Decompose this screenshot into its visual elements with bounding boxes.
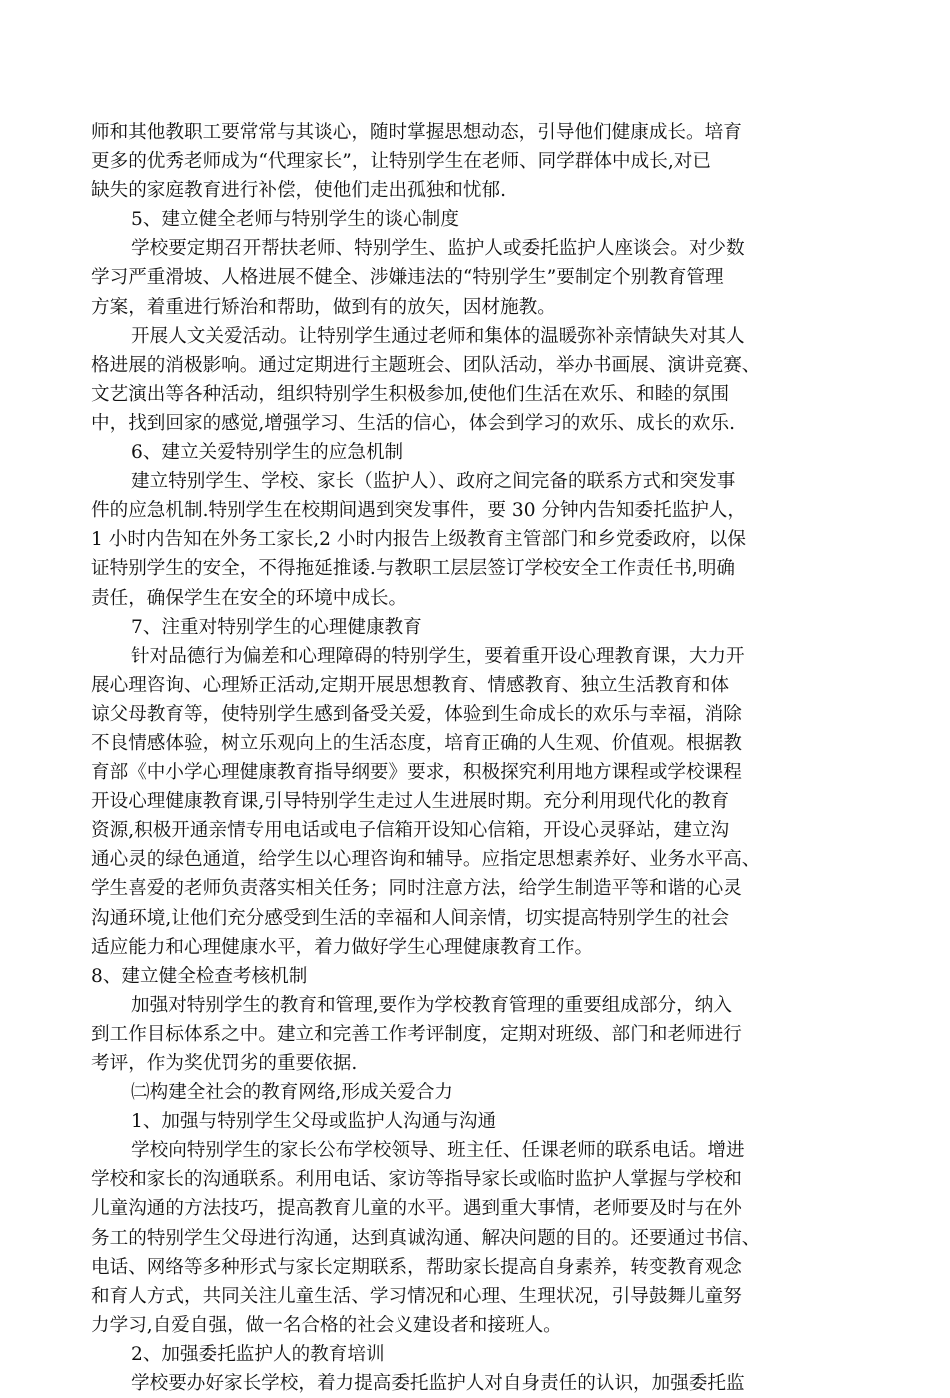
text-line: 儿童沟通的方法技巧，提高教育儿童的水平。遇到重大事情，老师要及时与在外 <box>91 1198 742 1220</box>
text-line: 学习严重滑坡、人格进展不健全、涉嫌违法的“特别学生”要制定个别教育管理 <box>91 267 724 289</box>
text-line: 育部《中小学心理健康教育指导纲要》要求，积极探究利用地方课程或学校课程 <box>91 762 742 784</box>
text-line: 件的应急机制.特别学生在校期间遇到突发事件，要 30 分钟内告知委托监护人， <box>91 500 746 522</box>
text-line: 资源,积极开通亲情专用电话或电子信箱开设知心信箱，开设心灵驿站，建立沟 <box>91 820 730 842</box>
text-line: 加强对特别学生的教育和管理,要作为学校教育管理的重要组成部分，纳入 <box>131 994 732 1016</box>
text-line: 到工作目标体系之中。建立和完善工作考评制度，定期对班级、部门和老师进行 <box>91 1023 742 1045</box>
section-heading: 1、加强与特别学生父母或监护人沟通与沟通 <box>131 1111 497 1133</box>
text-line: 证特别学生的安全，不得拖延推诿.与教职工层层签订学校安全工作责任书,明确 <box>91 558 736 580</box>
text-line: 学校要定期召开帮扶老师、特别学生、监护人或委托监护人座谈会。对少数 <box>131 238 745 260</box>
section-heading: 6、建立关爱特别学生的应急机制 <box>131 442 404 464</box>
text-line: 方案，着重进行矫治和帮助，做到有的放矢，因材施教。 <box>91 296 556 318</box>
text-line: 缺失的家庭教育进行补偿，使他们走出孤独和忧郁. <box>91 180 506 202</box>
document-body <box>91 118 881 1398</box>
text-line: 力学习,自爱自强，做一名合格的社会义建设者和接班人。 <box>91 1314 562 1336</box>
text-line: 电话、网络等多种形式与家长定期联系，帮助家长提高自身素养，转变教育观念 <box>91 1256 742 1278</box>
text-line: 建立特别学生、学校、家长（监护人）、政府之间完备的联系方式和突发事 <box>131 471 736 493</box>
text-line: 学生喜爱的老师负责落实相关任务；同时注意方法，给学生制造平等和谐的心灵 <box>91 878 742 900</box>
text-line: 学校和家长的沟通联系。利用电话、家访等指导家长或临时监护人掌握与学校和 <box>91 1169 742 1191</box>
text-line: 师和其他教职工要常常与其谈心，随时掌握思想动态，引导他们健康成长。培育 <box>91 122 742 143</box>
text-line: 文艺演出等各种活动，组织特别学生积极参加,使他们生活在欢乐、和睦的氛围 <box>91 383 730 405</box>
text-line: 通心灵的绿色通道，给学生以心理咨询和辅导。应指定思想素养好、业务水平高、 <box>91 849 761 871</box>
text-line: 和育人方式，共同关注儿童生活、学习情况和心理、生理状况，引导鼓舞儿童努 <box>91 1285 742 1307</box>
text-line: 学校要办好家长学校，着力提高委托监护人对自身责任的认识，加强委托监 <box>131 1373 745 1395</box>
text-line: 针对品德行为偏差和心理障碍的特别学生，要着重开设心理教育课，大力开 <box>131 645 745 667</box>
text-line: 学校向特别学生的家长公布学校领导、班主任、任课老师的联系电话。增进 <box>131 1140 745 1162</box>
text-line: 开设心理健康教育课,引导特别学生走过人生进展时期。充分利用现代化的教育 <box>91 791 730 813</box>
section-heading: 2、加强委托监护人的教育培训 <box>131 1343 385 1365</box>
text-line: 1 小时内告知在外务工家长,2 小时内报告上级教育主管部门和乡党委政府，以保 <box>91 529 746 551</box>
text-line: 考评，作为奖优罚劣的重要依据. <box>91 1053 358 1074</box>
text-line: 展心理咨询、心理矫正活动,定期开展思想教育、情感教育、独立生活教育和体 <box>91 674 730 696</box>
text-line: 沟通环境,让他们充分感受到生活的幸福和人间亲情，切实提高特别学生的社会 <box>91 907 730 929</box>
text-line: 中，找到回家的感觉,增强学习、生活的信心，体会到学习的欢乐、成长的欢乐. <box>91 412 736 434</box>
text-line: 开展人文关爱活动。让特别学生通过老师和集体的温暖弥补亲情缺失对其人 <box>131 325 745 347</box>
section-heading: 5、建立健全老师与特别学生的谈心制度 <box>131 209 459 231</box>
text-line: 谅父母教育等，使特别学生感到备受关爱，体验到生命成长的欢乐与幸福，消除 <box>91 703 742 725</box>
section-heading: 7、注重对特别学生的心理健康教育 <box>131 616 422 638</box>
section-heading: ㈡构建全社会的教育网络,形成关爱合力 <box>131 1082 454 1104</box>
text-line: 责任，确保学生在安全的环境中成长。 <box>91 587 408 609</box>
section-heading: 8、建立健全检查考核机制 <box>91 965 308 987</box>
text-line: 适应能力和心理健康水平，着力做好学生心理健康教育工作。 <box>91 936 594 958</box>
text-line: 更多的优秀老师成为“代理家长”，让特别学生在老师、同学群体中成长,对已 <box>91 151 711 173</box>
text-line: 务工的特别学生父母进行沟通，达到真诚沟通、解决问题的目的。还要通过书信、 <box>91 1227 761 1249</box>
text-line: 格进展的消极影响。通过定期进行主题班会、团队活动，举办书画展、演讲竞赛、 <box>91 354 761 376</box>
text-line: 不良情感体验，树立乐观向上的生活态度，培育正确的人生观、价值观。根据教 <box>91 732 742 754</box>
